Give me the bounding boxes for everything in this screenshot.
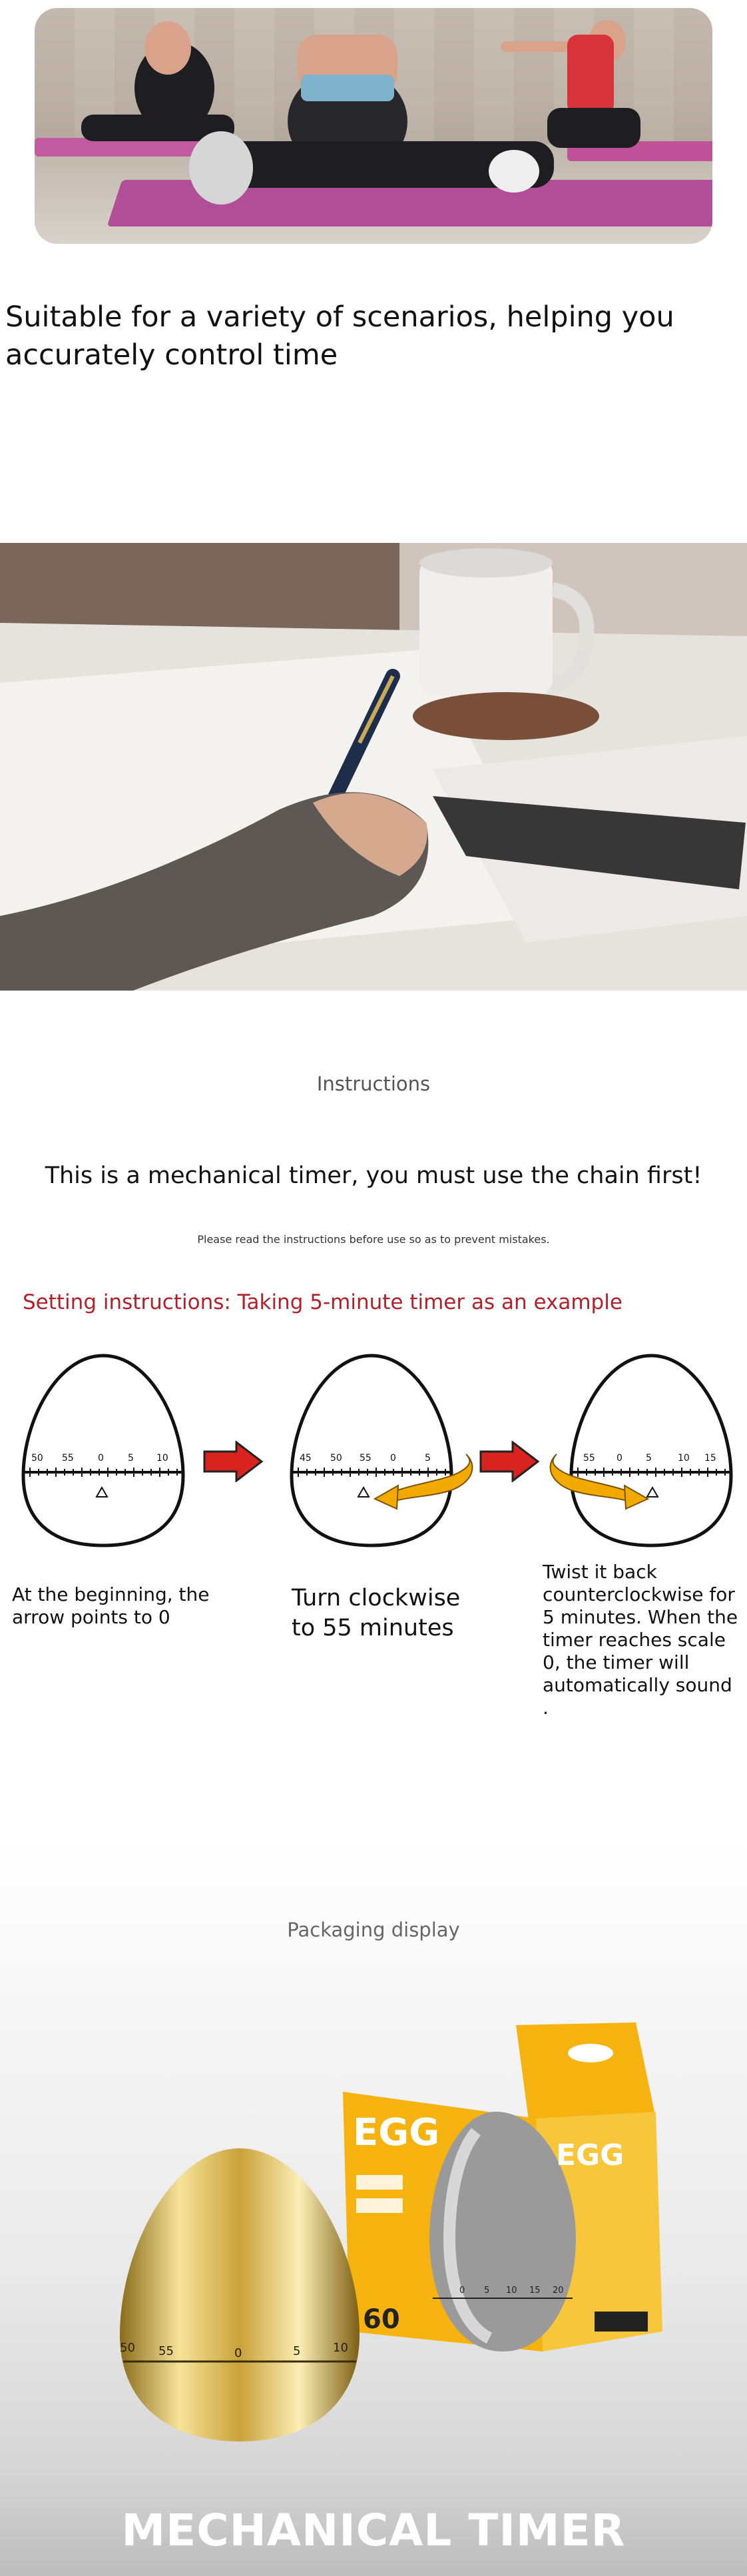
box-brand-side-text: EGG	[556, 2138, 624, 2172]
tick-label: 45	[300, 1453, 312, 1464]
step-2-text: Turn clockwise to 55 minutes	[292, 1585, 461, 1641]
tick-label: 0	[98, 1453, 104, 1464]
arrow-right-icon	[479, 1441, 539, 1482]
tick-label: 0	[459, 2286, 465, 2296]
arrow-right-icon	[203, 1441, 263, 1482]
timer-diagram-start	[17, 1349, 190, 1552]
tick-label: 50	[330, 1453, 342, 1464]
writing-photo	[0, 543, 747, 991]
tick-label: 55	[360, 1453, 372, 1464]
tick-label: 55	[62, 1453, 74, 1464]
tick-label: 10	[333, 2341, 348, 2355]
instructions-headline: This is a mechanical timer, you must use the chain first!	[45, 1162, 702, 1189]
tick-label: 55	[158, 2344, 174, 2358]
tick-label: 5	[484, 2286, 490, 2296]
tick-label: 10	[506, 2286, 517, 2296]
step-3-text: Twist it back counterclockwise for 5 minutes. When the timer reaches scale 0, the timer will automatically sound .	[543, 1561, 738, 1719]
tick-label: 0	[617, 1453, 622, 1464]
tick-label: 55	[583, 1453, 595, 1464]
box-brand-text: EGG	[353, 2111, 440, 2154]
tick-label: 5	[293, 2344, 301, 2358]
tick-label: 20	[553, 2286, 564, 2296]
packaging-title: Packaging display	[287, 1919, 460, 1941]
gold-egg-timer	[113, 2135, 366, 2448]
tick-label: 15	[704, 1453, 716, 1464]
tick-label: 10	[678, 1453, 690, 1464]
tick-label: 50	[120, 2341, 135, 2355]
tick-label: 0	[234, 2346, 242, 2360]
step-1-text: At the beginning, the arrow points to 0	[12, 1583, 210, 1628]
box-minutes-text: 60	[363, 2304, 400, 2335]
tick-label: 5	[425, 1453, 431, 1464]
tick-label: 0	[390, 1453, 396, 1464]
scenarios-caption: Suitable for a variety of scenarios, helping you accurately control time	[5, 300, 674, 372]
tick-label: 15	[529, 2286, 541, 2296]
instructions-title: Instructions	[316, 1073, 431, 1095]
tick-label: 5	[646, 1453, 652, 1464]
tick-label: 10	[156, 1453, 168, 1464]
product-banner: MECHANICAL TIMER	[121, 2505, 626, 2556]
tick-label: 50	[31, 1453, 43, 1464]
product-box	[343, 2018, 669, 2391]
timer-diagram-clockwise	[285, 1349, 478, 1552]
tick-label: 5	[128, 1453, 134, 1464]
setting-instructions-title: Setting instructions: Taking 5-minute timer as an example	[23, 1290, 622, 1314]
yoga-photo	[35, 8, 712, 244]
timer-diagram-counterclockwise	[545, 1349, 738, 1552]
instructions-note: Please read the instructions before use so as to prevent mistakes.	[197, 1233, 550, 1246]
